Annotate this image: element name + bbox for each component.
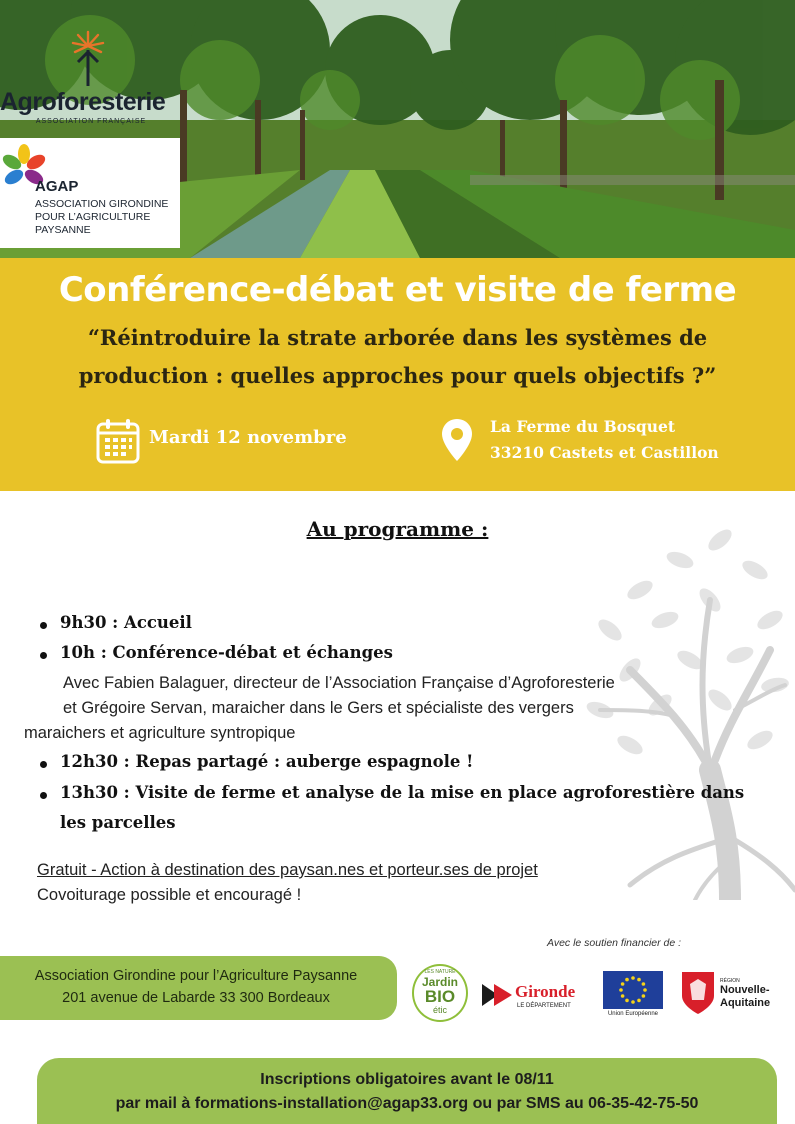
speaker-line-3: maraichers et agriculture syntropique [24,724,296,742]
bullet [40,761,47,768]
address-box [0,956,397,1020]
address-line-1: Association Girondine pour l’Agriculture Paysanne [34,968,358,984]
event-subtitle-line-1: “Réintroduire la strate arborée dans les systèmes de [87,325,708,350]
jardin-bio-line1: Jardin [421,975,458,989]
programme-item-repas: 12h30 : Repas partagé : auberge espagnole ! [60,752,474,771]
nouvelle-aquitaine-logo [680,970,780,1016]
agap-line-3: PAYSANNE [35,224,91,236]
gironde-name: Gironde [515,982,576,1001]
agap-name: AGAP [35,178,79,195]
programme-item-accueil: 9h30 : Accueil [60,613,192,632]
agroforesterie-logo [0,30,180,130]
aquitaine-shield-icon [680,970,716,1016]
agap-line-2: POUR L’AGRICULTURE [35,211,151,223]
event-place-line-1: La Ferme du Bosquet [490,417,675,436]
note-gratuit: Gratuit - Action à destination des paysan.nes et porteur.ses de projet [37,861,538,879]
gironde-arrow-icon [480,978,514,1012]
programme-item-visite: 13h30 : Visite de ferme et analyse de la mise en place agroforestière dans [60,783,745,802]
agroforesterie-subtitle: ASSOCIATION FRANÇAISE [35,118,147,125]
jardin-bio-logo [412,964,468,1022]
address-line-2: 201 avenue de Labarde 33 300 Bordeaux [62,990,330,1006]
agroforesterie-sun-icon [70,30,106,90]
region-line1: Nouvelle- [720,984,770,996]
region-line2: Aquitaine [720,997,771,1009]
programme-item-visite-cont: les parcelles [60,813,176,832]
eu-flag-icon [603,971,663,1009]
jardin-bio-line2: BIO [424,987,456,1006]
event-title: Conférence-débat et visite de ferme [58,270,737,310]
location-pin-icon [441,418,473,462]
tree-illustration [570,510,795,900]
support-label: Avec le soutien financier de : [547,937,682,949]
inscription-line-1: Inscriptions obligatoires avant le 08/11 [260,1071,554,1088]
calendar-icon [96,418,140,464]
bullet [40,792,47,799]
note-covoiturage: Covoiturage possible et encouragé ! [37,886,302,904]
agroforesterie-wordmark: Agroforesterie [0,88,166,116]
gironde-sub: LE DÉPARTEMENT [517,1003,571,1009]
programme-heading: Au programme : [306,517,489,541]
eu-name: Union Européenne [607,1011,659,1017]
agap-logo [0,138,180,248]
inscription-box [37,1058,777,1124]
region-top: RÉGION [720,978,740,984]
event-date: Mardi 12 novembre [149,427,347,448]
union-europeenne-logo [603,971,663,1019]
jardin-bio-top: LES NATURE [424,969,456,975]
inscription-line-2: par mail à formations-installation@agap33.org ou par SMS au 06-35-42-75-50 [115,1095,699,1112]
event-place-line-2: 33210 Castets et Castillon [490,443,719,462]
gironde-logo [480,978,590,1014]
jardin-bio-line3: étic [432,1005,447,1015]
bullet [40,622,47,629]
bullet [40,652,47,659]
speaker-line-1: Avec Fabien Balaguer, directeur de l’Association Française d’Agroforesterie [63,674,615,692]
event-subtitle-line-2: production : quelles approches pour quels objectifs ?” [78,363,717,388]
programme-item-conference: 10h : Conférence-débat et échanges [60,643,393,662]
agap-line-1: ASSOCIATION GIRONDINE [35,198,169,210]
speaker-line-2: et Grégoire Servan, maraicher dans le Gers et spécialiste des vergers [63,699,574,717]
